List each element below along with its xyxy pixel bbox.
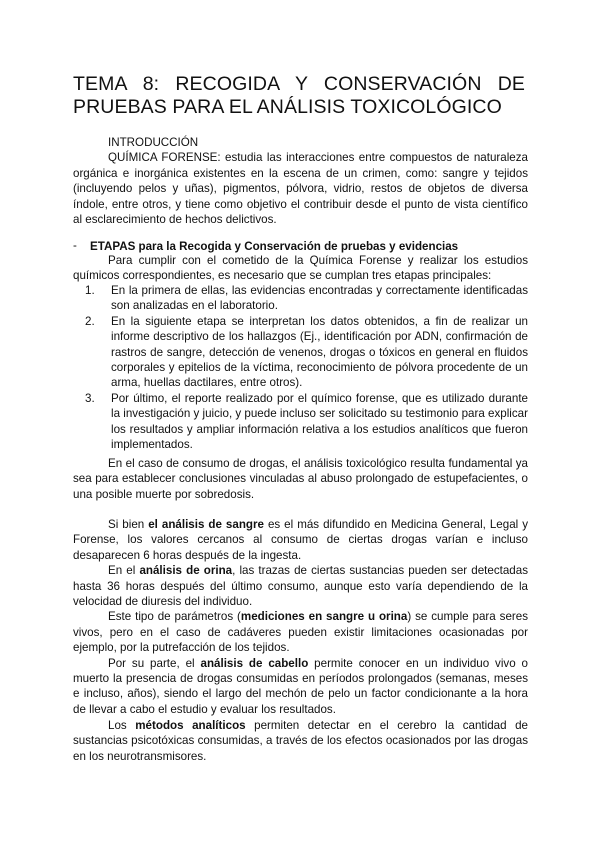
- orina-post: , las trazas de ciertas sustancias pueden ser detectadas hasta 36 horas después del último consumo, aunque esto varía dependiendo de la velocidad de diuresis del individuo.: [73, 564, 529, 609]
- sangre-pre: Si bien: [108, 518, 149, 531]
- orina-pre: En el: [108, 564, 140, 578]
- metodos-bold: métodos analíticos: [135, 719, 246, 732]
- intro-heading: INTRODUCCIÓN: [108, 136, 199, 149]
- drogas-section: [73, 456, 528, 502]
- metodos-post: permiten detectar en el cerebro la cantidad de sustancias psicotóxicas consumidas, a través de los efectos ocasionados por las drogas en los neurotransmisores.: [73, 719, 528, 763]
- drogas-paragraph: En el caso de consumo de drogas, el análisis toxicológico resulta fundamental ya sea para establecer conclusiones vinculadas al abuso prolongado de estupefacientes, o una posible muerte por sobredosis.: [73, 457, 528, 501]
- cabello-post: permite conocer en un individuo vivo o muerto la presencia de drogas consumidas en períodos prolongados (semanas, meses e incluso, años), siendo el largo del mechón de pelo un factor condicionante a la hora de llevar a cabo el estudio y evaluar los resultados.: [73, 656, 529, 716]
- cabello-pre: Por su parte, el: [108, 656, 201, 670]
- title-line-1: TEMA 8: RECOGIDA Y CONSERVACIÓN DE: [73, 73, 525, 95]
- analisis-section: [73, 517, 528, 717]
- cabello-paragraph: [73, 656, 528, 718]
- sangre-paragraph: [73, 517, 528, 563]
- etapas-lead: [73, 253, 528, 284]
- sangre-post: es el más difundido en Medicina General, Legal y Forense, los valores cercanos al consumo de ciertas drogas varían e incluso desaparecen 6 horas después de la ingesta.: [73, 518, 529, 562]
- cabello-bold: análisis de cabello: [200, 656, 309, 670]
- orina-bold: análisis de orina: [139, 564, 233, 578]
- list-item: [85, 283, 528, 314]
- bullet-dash: -: [73, 239, 77, 252]
- metodos-pre: Los: [108, 719, 136, 732]
- etapas-heading: ETAPAS para la Recogida y Conservación de pruebas y evidencias: [90, 240, 459, 253]
- intro-section: [73, 135, 528, 227]
- list-number: 3.: [85, 391, 95, 405]
- sangre-bold: el análisis de sangre: [148, 518, 264, 531]
- list-item-text: En la siguiente etapa se interpretan los datos obtenidos, a fin de realizar un informe descriptivo de los hallazgos (Ej., identificación por ADN, confirmación de rastros de sangre, detección de venenos, drogas o tóxicos en general en fluidos corporales y epitelios de la víctima, reconocimiento de pólvora procedente de un arma, huellas dactilares, entre otros).: [111, 314, 528, 390]
- metodos-paragraph: [73, 718, 528, 764]
- orina-paragraph: [73, 563, 528, 609]
- list-item-text: Por último, el reporte realizado por el químico forense, que es utilizado durante la investigación y juicio, y puede incluso ser solicitado su testimonio para explicar los resultados y ampliar información relativa a los estudios analíticos que fueron implementados.: [111, 391, 528, 452]
- list-item-text: En la primera de ellas, las evidencias encontradas y correctamente identificadas son analizadas en el laboratorio.: [111, 284, 528, 313]
- title-line-2: PRUEBAS PARA EL ANÁLISIS TOXICOLÓGICO: [73, 96, 502, 118]
- metodos-section: [73, 718, 528, 764]
- etapas-lead-text: Para cumplir con el cometido de la Química Forense y realizar los estudios químicos correspondientes, es necesario que se cumplan tres etapas principales:: [73, 254, 528, 283]
- parametros-post: ) se cumple para seres vivos, pero en el caso de cadáveres pueden existir limitaciones ocasionadas por ejemplo, por la putrefacción de los tejidos.: [73, 610, 528, 655]
- parametros-paragraph: [73, 609, 528, 655]
- intro-paragraph: QUÍMICA FORENSE: estudia las interacciones entre compuestos de naturaleza orgánica e inorgánica existentes en la escena de un crimen, como: sangre y tejidos (incluyendo pelos y uñas), pigmentos, pólvora, vidrio, restos de objetos de diversa índole, entre otros, y tiene como objetivo el contribuir desde el punto de vista científico al esclarecimiento de hechos delictivos.: [73, 151, 528, 227]
- list-number: 2.: [85, 314, 95, 328]
- list-number: 1.: [85, 284, 95, 297]
- list-item: [85, 391, 528, 453]
- parametros-bold: mediciones en sangre u orina: [240, 610, 408, 624]
- page-title: [73, 73, 525, 119]
- etapas-list: [85, 283, 528, 452]
- list-item: [85, 314, 528, 391]
- parametros-pre: Este tipo de parámetros (: [108, 610, 241, 624]
